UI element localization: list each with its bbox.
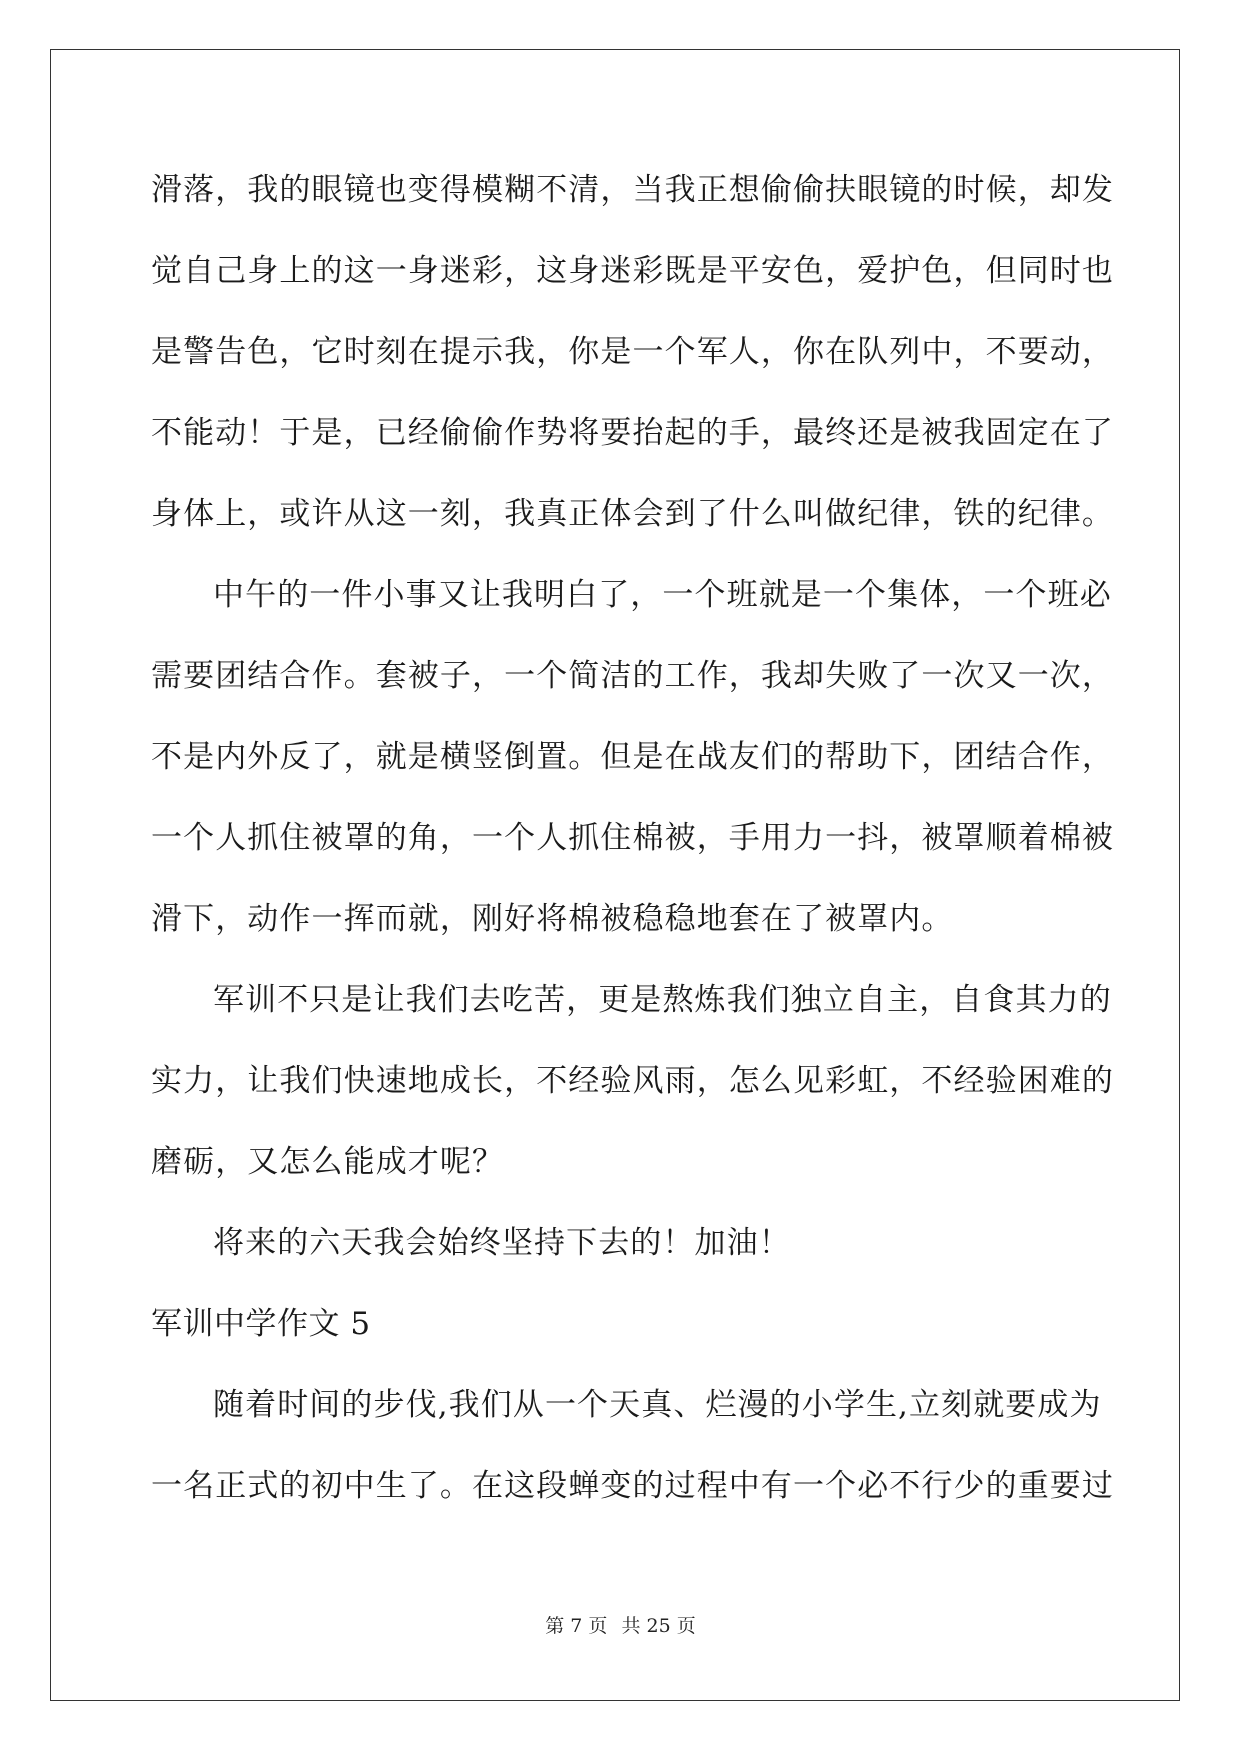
text-line: 一个人抓住被罩的角，一个人抓住棉被，手用力一抖，被罩顺着棉被	[151, 820, 1114, 856]
paragraph-start-line: 中午的一件小事又让我明白了，一个班就是一个集体，一个班必	[213, 577, 1112, 613]
text-line: 不能动！于是，已经偷偷作势将要抬起的手，最终还是被我固定在了	[151, 415, 1114, 451]
text-line: 磨砺，又怎么能成才呢？	[151, 1144, 505, 1180]
text-line: 滑下，动作一挥而就，刚好将棉被稳稳地套在了被罩内。	[151, 901, 954, 937]
paragraph-start-line: 军训不只是让我们去吃苦，更是熬炼我们独立自主，自食其力的	[213, 982, 1112, 1018]
text-line: 实力，让我们快速地成长，不经验风雨，怎么见彩虹，不经验困难的	[151, 1063, 1114, 1099]
text-line: 滑落，我的眼镜也变得模糊不清，当我正想偷偷扶眼镜的时候，却发	[151, 172, 1114, 208]
text-line: 不是内外反了，就是横竖倒置。但是在战友们的帮助下，团结合作，	[151, 739, 1114, 775]
total-page-count: 共 25 页	[621, 1615, 696, 1637]
current-page-number: 第 7 页	[545, 1615, 608, 1637]
text-line: 需要团结合作。套被子，一个简洁的工作，我却失败了一次又一次，	[151, 658, 1114, 694]
paragraph-start-line: 随着时间的步伐,我们从一个天真、烂漫的小学生,立刻就要成为	[213, 1387, 1102, 1423]
document-body	[151, 150, 1114, 1527]
text-line: 一名正式的初中生了。在这段蝉变的过程中有一个必不行少的重要过	[151, 1468, 1114, 1504]
text-line: 觉自己身上的这一身迷彩，这身迷彩既是平安色，爱护色，但同时也	[151, 253, 1114, 289]
text-line: 身体上，或许从这一刻，我真正体会到了什么叫做纪律，铁的纪律。	[151, 496, 1114, 532]
section-heading: 军训中学作文 5	[151, 1306, 371, 1342]
page-footer	[0, 1611, 1241, 1638]
paragraph-start-line: 将来的六天我会始终坚持下去的！加油！	[213, 1225, 791, 1261]
text-line: 是警告色，它时刻在提示我，你是一个军人，你在队列中，不要动，	[151, 334, 1114, 370]
